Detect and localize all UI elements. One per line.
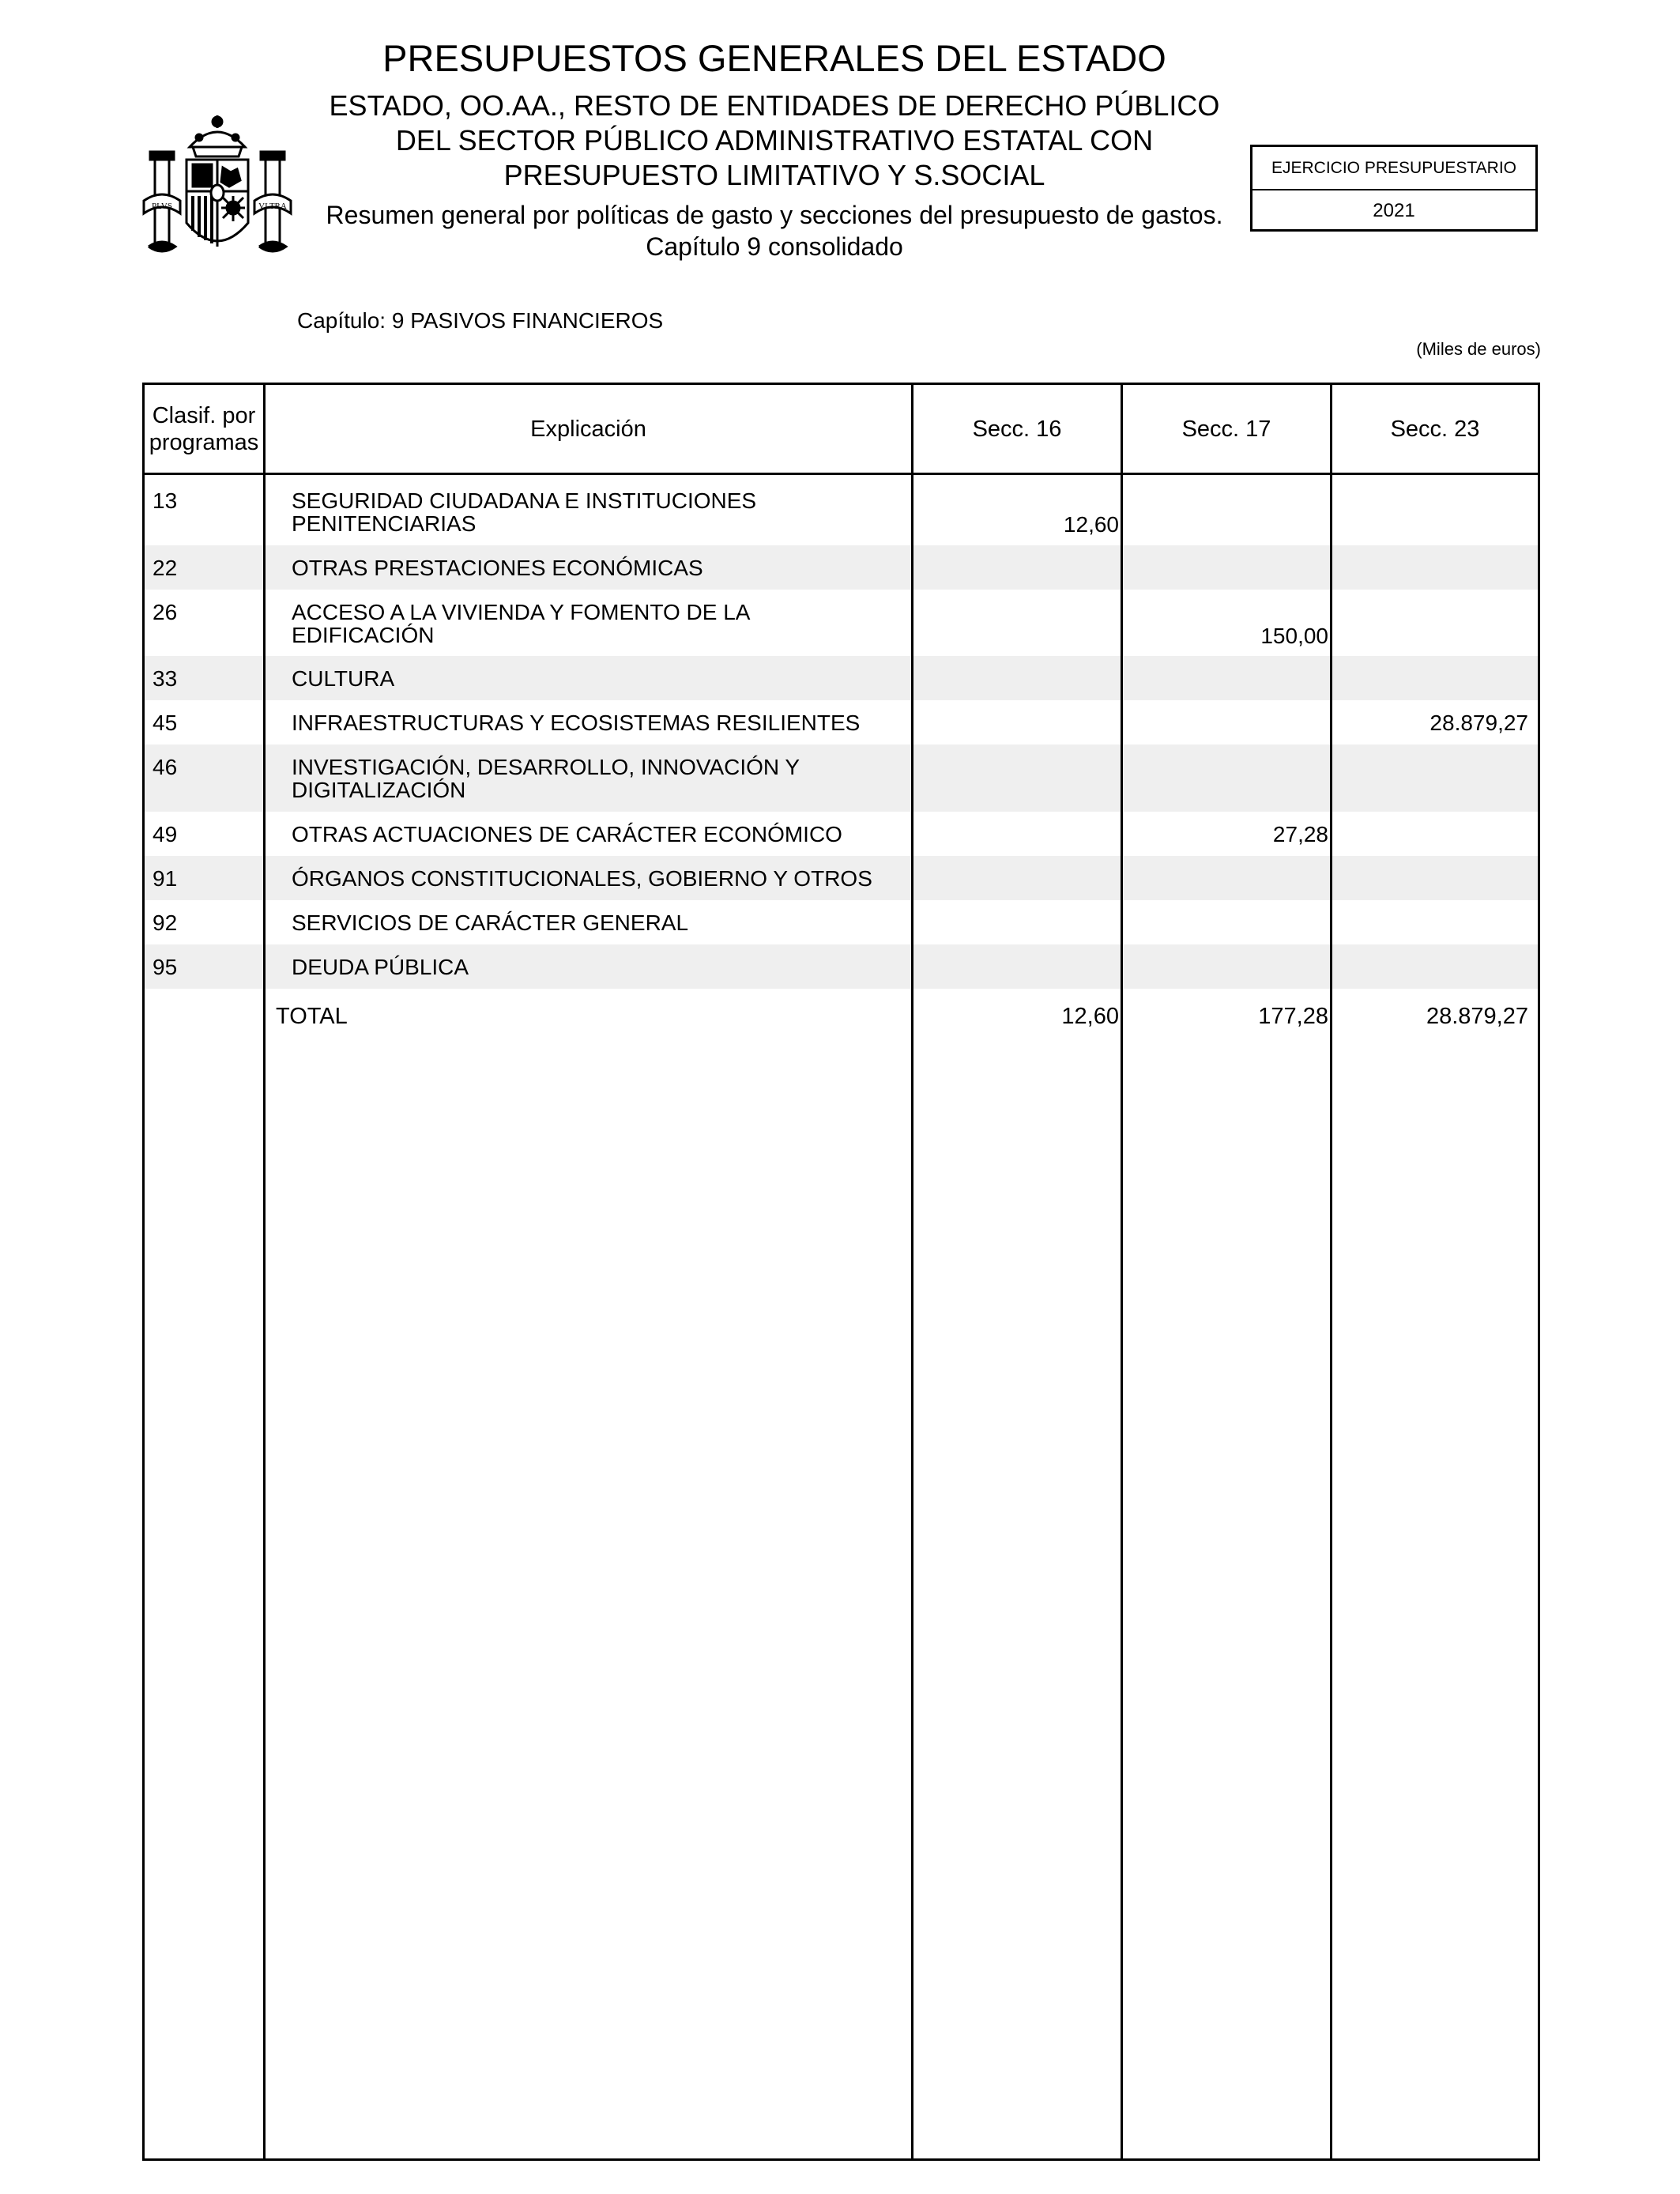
total-value-secc23: 28.879,27 [1426,1004,1528,1029]
entity-line-2: DEL SECTOR PÚBLICO ADMINISTRATIVO ESTATAL CON [395,124,1154,156]
column-header-explicacion: Explicación [530,416,646,442]
report-subtitle: Resumen general por políticas de gasto y secciones del presupuesto de gastos. [326,201,1223,229]
row-description: OTRAS ACTUACIONES DE CARÁCTER ECONÓMICO [292,822,842,846]
row-description: DEUDA PÚBLICA [292,955,469,979]
fiscal-year-label: EJERCICIO PRESUPUESTARIO [1252,147,1535,190]
fiscal-year-value: 2021 [1373,200,1415,221]
row-code: 45 [153,711,178,735]
row-description: ACCESO A LA VIVIENDA Y FOMENTO DE LA EDIFICACIÓN [292,600,749,647]
row-description: INVESTIGACIÓN, DESARROLLO, INNOVACIÓN Y DIGITALIZACIÓN [292,755,800,802]
column-header-clasif-line1: Clasif. por [152,402,256,428]
column-header-secc16: Secc. 16 [972,416,1062,442]
page-title: PRESUPUESTOS GENERALES DEL ESTADO [382,37,1166,79]
table-row [145,656,1538,700]
row-code: 91 [153,866,178,891]
table-row [145,545,1538,590]
entity-line-3: PRESUPUESTO LIMITATIVO Y S.SOCIAL [503,159,1045,191]
units-label: (Miles de euros) [1416,339,1541,359]
chapter-label: Capítulo: 9 PASIVOS FINANCIEROS [297,308,664,333]
table-row [145,475,1538,545]
emblem-motto-right: VLTRA [258,202,287,211]
total-value-secc17: 177,28 [1258,1004,1328,1029]
row-description: SERVICIOS DE CARÁCTER GENERAL [292,910,689,935]
row-code: 92 [153,910,178,935]
table-row [145,700,1538,745]
entity-block [237,89,1312,193]
emblem-motto-left: PLVS [152,202,172,211]
total-row [145,989,1538,1036]
row-description: OTRAS PRESTACIONES ECONÓMICAS [292,556,703,580]
table-row [145,745,1538,812]
row-description: CULTURA [292,666,395,691]
row-description: INFRAESTRUCTURAS Y ECOSISTEMAS RESILIENTES [292,711,861,735]
table-row [145,590,1538,656]
row-value-secc23: 28.879,27 [1430,711,1528,735]
table-row [145,856,1538,900]
row-code: 46 [153,755,178,779]
row-value-secc17: 150,00 [1260,624,1328,648]
row-value-secc16: 12,60 [1063,512,1119,537]
entity-line-1: ESTADO, OO.AA., RESTO DE ENTIDADES DE DERECHO PÚBLICO [329,89,1220,122]
row-code: 33 [153,666,178,691]
row-description: SEGURIDAD CIUDADANA E INSTITUCIONES PENITENCIARIAS [292,488,757,536]
total-label: TOTAL [276,1004,348,1029]
total-value-secc16: 12,60 [1061,1004,1119,1029]
row-description: ÓRGANOS CONSTITUCIONALES, GOBIERNO Y OTROS [292,866,872,891]
column-header-clasif [145,385,263,473]
row-value-secc17: 27,28 [1272,822,1328,846]
row-code: 95 [153,955,178,979]
chapter-subtitle: Capítulo 9 consolidado [646,232,903,261]
row-code: 49 [153,822,178,846]
row-code: 13 [153,488,178,513]
row-code: 26 [153,600,178,624]
column-header-secc17: Secc. 17 [1181,416,1271,442]
fiscal-year-box [1250,145,1538,232]
row-code: 22 [153,556,178,580]
column-header-clasif-line2: programas [149,429,259,455]
table-row [145,812,1538,856]
table-row [145,900,1538,944]
table-row [145,944,1538,989]
column-header-secc23: Secc. 23 [1390,416,1480,442]
